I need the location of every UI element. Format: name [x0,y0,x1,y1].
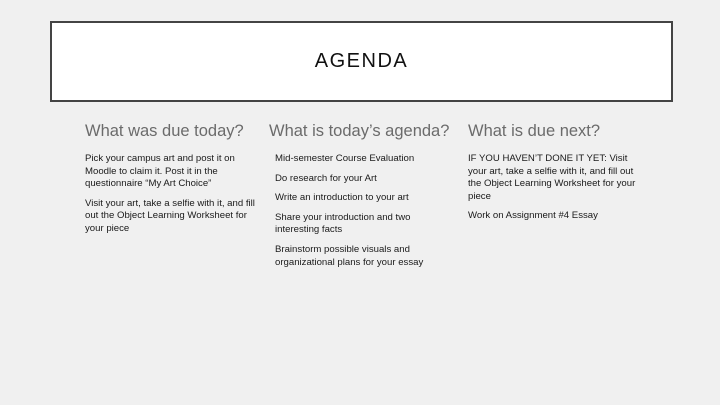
list-item: IF YOU HAVEN’T DONE IT YET: Visit your art, take a selfie with it, and fill out the Object Learning Worksheet for your piece [468,153,636,202]
list-item: Work on Assignment #4 Essay [468,210,598,222]
item-list [269,153,449,269]
list-item: Write an introduction to your art [275,192,409,204]
column-heading: What is due next? [468,122,601,140]
column-due-today [85,122,257,243]
item-list [468,153,640,223]
column-todays-agenda [269,122,449,276]
column-heading: What is today’s agenda? [269,122,450,140]
list-item: Share your introduction and two interesting facts [275,211,411,236]
column-due-next [468,122,640,230]
list-item: Pick your campus art and post it on Moodle to claim it. Post it in the questionnaire “My Art Choice” [85,153,235,190]
list-item: Mid-semester Course Evaluation [275,153,415,164]
list-item: Do research for your Art [275,172,377,184]
item-list [85,153,257,236]
column-heading: What was due today? [85,122,244,140]
slide-title: AGENDA [314,50,409,72]
list-item: Visit your art, take a selfie with it, and fill out the Object Learning Worksheet for your piece [85,197,255,234]
list-item: Brainstorm possible visuals and organizational plans for your essay [275,243,424,268]
title-box [50,21,673,102]
